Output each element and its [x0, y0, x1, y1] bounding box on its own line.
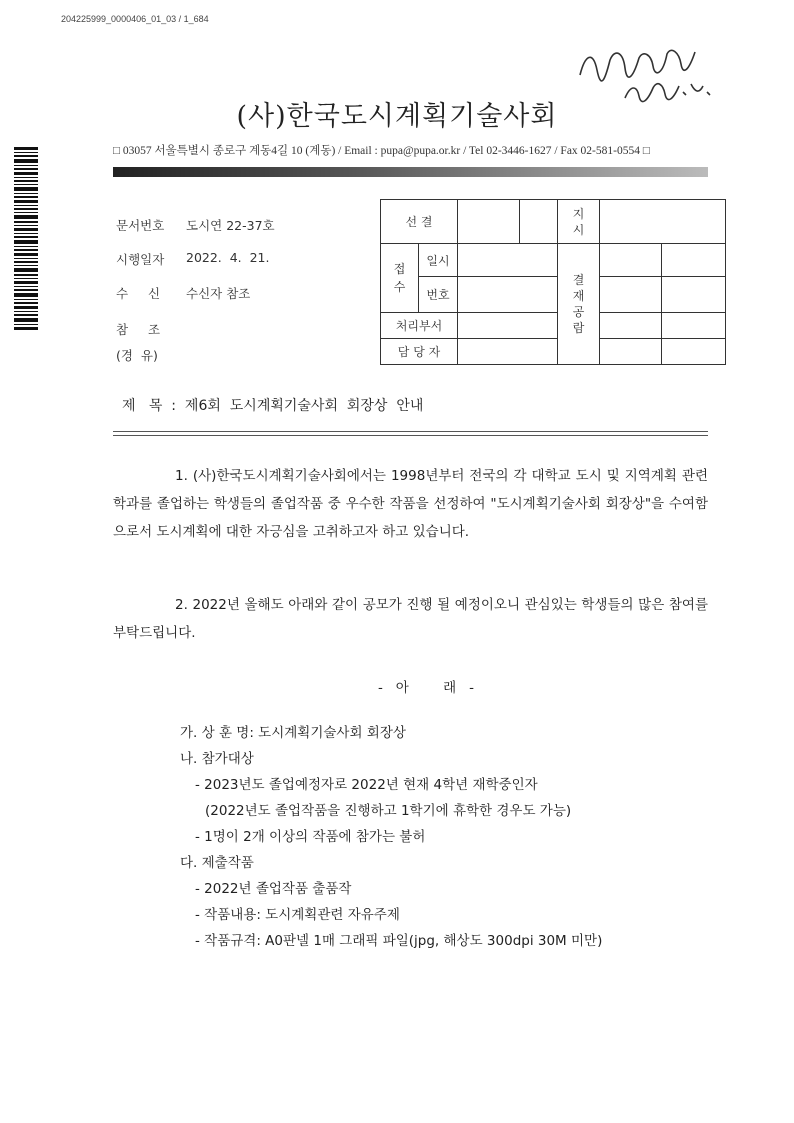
subject-line: 제 목 : 제6회 도시계획기술사회 회장상 안내	[122, 398, 424, 414]
recipient-label: 수 신	[116, 286, 161, 301]
barcode-icon	[14, 147, 38, 332]
item-b1-note: (2022년도 졸업작품을 진행하고 1학기에 휴학한 경우도 가능)	[205, 803, 572, 819]
stamp-gyeoljae: 결 재 공 람	[558, 244, 600, 365]
stamp-beonho: 번호	[419, 277, 458, 313]
ref-label: 참 조	[116, 322, 161, 337]
paragraph-2-text: 2. 2022년 올해도 아래와 같이 공모가 진행 될 예정이오니 관심있는 학생들의 많은 참여를 부탁드립니다.	[113, 597, 708, 641]
item-b: 나. 참가대상	[180, 751, 254, 767]
date: 2022. 4. 21.	[186, 250, 270, 265]
stamp-seongyeol: 선 결	[381, 200, 458, 244]
stamp-damdangja: 담 당 자	[381, 339, 458, 365]
below-heading: - 아 래 -	[378, 680, 474, 696]
stamp-blank	[662, 244, 726, 277]
doc-no-label: 문서번호	[116, 218, 165, 233]
item-a: 가. 상 훈 명: 도시계획기술사회 회장상	[180, 725, 406, 741]
item-b2: - 1명이 2개 이상의 작품에 참가는 불허	[195, 829, 426, 845]
recipient: 수신자 참조	[186, 286, 251, 301]
stamp-blank	[458, 313, 558, 339]
approval-stamp-table	[380, 199, 726, 365]
stamp-jisi: 지 시	[558, 200, 600, 244]
stamp-blank	[600, 244, 662, 277]
stamp-blank	[520, 200, 558, 244]
document-id: 204225999_0000406_01_03 / 1_684	[61, 14, 209, 24]
header-gradient-bar	[113, 167, 708, 177]
stamp-blank	[458, 339, 558, 365]
paragraph-2	[113, 591, 708, 647]
paragraph-1	[113, 462, 708, 546]
item-c: 다. 제출작품	[180, 855, 254, 871]
stamp-blank	[600, 200, 726, 244]
org-title: (사)한국도시계획기술사회	[236, 101, 558, 132]
date-label: 시행일자	[116, 252, 165, 267]
subject-divider	[113, 431, 708, 436]
stamp-blank	[600, 277, 662, 313]
stamp-blank	[458, 244, 558, 277]
stamp-blank	[458, 277, 558, 313]
stamp-cheoribuseo: 처리부서	[381, 313, 458, 339]
item-c3: - 작품규격: A0판넬 1매 그래픽 파일(jpg, 해상도 300dpi 30M 미만)	[195, 933, 603, 949]
stamp-blank	[458, 200, 520, 244]
stamp-blank	[662, 277, 726, 313]
stamp-blank	[662, 339, 726, 365]
doc-no: 도시연 22-37호	[186, 218, 275, 233]
via-label: (경 유)	[116, 348, 158, 363]
stamp-blank	[600, 339, 662, 365]
item-b1: - 2023년도 졸업예정자로 2022년 현재 4학년 재학중인자	[195, 777, 538, 793]
item-c2: - 작품내용: 도시계획관련 자유주제	[195, 907, 400, 923]
item-c1: - 2022년 졸업작품 출품작	[195, 881, 352, 897]
stamp-blank	[600, 313, 662, 339]
address-line: □ 03057 서울특별시 종로구 계동4길 10 (계동) / Email : pupa@pupa.or.kr / Tel 02-3446-1627 / Fax 02-581-0554 □	[113, 145, 650, 157]
stamp-blank	[662, 313, 726, 339]
stamp-ilsi: 일시	[419, 244, 458, 277]
paragraph-1-text: 1. (사)한국도시계획기술사회에서는 1998년부터 전국의 각 대학교 도시 및 지역계획 관련 학과를 졸업하는 학생들의 졸업작품 중 우수한 작품을 선정하여 "도시계획기술사회 회장상"을 수여함으로서 도시계획에 대한 자긍심을 고취하고자 하고 있습니다.	[113, 468, 708, 540]
stamp-jeopsu: 접 수	[381, 244, 419, 313]
